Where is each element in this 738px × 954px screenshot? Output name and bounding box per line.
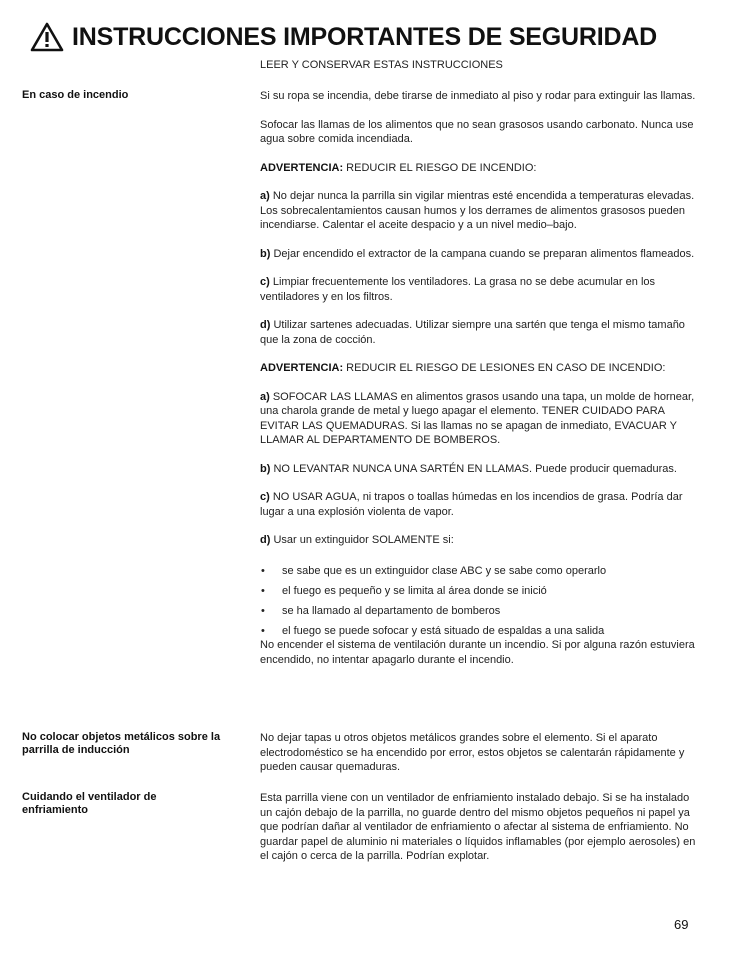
warning-text: REDUCIR EL RIESGO DE LESIONES EN CASO DE INCENDIO: [343,362,666,374]
item-w1b [260,247,700,262]
item-text: SOFOCAR LAS LLAMAS en alimentos grasos usando una tapa, un molde de hornear, una charola grande de metal y luego apagar el elemento. TENER CUIDADO PARA EVITAR LAS QUEMADURAS. Si las llamas no se apagan de inmediato, EVACUAR Y LLAMAR AL DEPARTAMENTO DE BOMBEROS. [260,390,695,446]
item-text: No dejar nunca la parrilla sin vigilar mientras esté encendida a temperaturas elevadas. Los sobrecalentamientos causan humos y los derrames de alimentos grasosos pueden incendiarse. Calentar el aceite despacio y a un nivel medio–bajo. [260,190,695,231]
item-text: Utilizar sartenes adecuadas. Utilizar siempre una sartén que tenga el mismo tamaño que la zona de cocción. [260,319,685,346]
page-title: INSTRUCCIONES IMPORTANTES DE SEGURIDAD [72,22,658,51]
page-subtitle: LEER Y CONSERVAR ESTAS INSTRUCCIONES [260,59,503,71]
section-label-fire: En caso de incendio [22,89,129,101]
item-w2a [260,390,700,448]
warning-triangle-icon [30,22,64,52]
list-item: • se ha llamado al departamento de bomberos [260,604,700,619]
list-item: • el fuego se puede sofocar y está situado de espaldas a una salida [260,624,700,639]
paragraph-smother-flames: Sofocar las llamas de los alimentos que no sean grasosos usando carbonato. Nunca use agua sobre comida incendiada. [260,118,694,145]
item-w2c [260,490,700,519]
item-w1a [260,189,700,233]
item-w2d [260,533,700,548]
page-header [30,22,657,52]
paragraph-ventilation: No encender el sistema de ventilación durante un incendio. Si por alguna razón estuviera encendido, no intentar apagarlo durante el incendio. [260,639,695,666]
item-lead: b) [260,247,271,260]
list-item: • el fuego es pequeño y se limita al área donde se inició [260,584,700,599]
item-w1c [260,275,700,304]
item-lead: b) [260,462,271,475]
item-lead: d) [260,534,271,546]
item-lead: c) [260,276,270,288]
item-lead: a) [260,190,270,202]
paragraph-metal-objects: No dejar tapas u otros objetos metálicos grandes sobre el elemento. Si el aparato electrodoméstico se ha encendido por error, estos objetos se calentarán rápidamente y pueden causar quemaduras. [260,732,685,773]
item-text: NO LEVANTAR NUNCA UNA SARTÉN EN LLAMAS. Puede producir quemaduras. [270,462,677,475]
warning-injury-risk [260,361,700,376]
item-lead: d) [260,319,271,331]
item-lead: c) [260,491,270,503]
item-text: Usar un extinguidor SOLAMENTE si: [270,534,454,546]
section-body-fan [260,791,700,878]
list-item: • se sabe que es un extinguidor clase ABC y se sabe como operarlo [260,564,700,579]
extinguisher-conditions-list [260,564,700,639]
section-body-metal [260,731,700,789]
warning-fire-risk [260,161,700,176]
item-lead: a) [260,390,270,403]
section-body-fire [260,89,700,681]
item-text: Limpiar frecuentemente los ventiladores. La grasa no se debe acumular en los ventiladores y en los filtros. [260,276,656,303]
item-w2b [260,462,700,477]
item-text: NO USAR AGUA, ni trapos o toallas húmedas en los incendios de grasa. Podría dar lugar a una explosión violenta de vapor. [260,491,683,518]
section-label-fan: Cuidando el ventilador de enfriamiento [22,791,157,816]
section-label-metal: No colocar objetos metálicos sobre la parrilla de inducción [22,731,221,756]
warning-lead: ADVERTENCIA: [260,161,344,174]
item-text: Dejar encendido el extractor de la campana cuando se preparan alimentos flameados. [270,247,695,260]
paragraph-clothes-fire: Si su ropa se incendia, debe tirarse de inmediato al piso y rodar para extinguir las llamas. [260,90,696,102]
paragraph-cooling-fan: Esta parrilla viene con un ventilador de enfriamiento instalado debajo. Si se ha instalado un cajón debajo de la parrilla, no guarde dentro del mismo objetos pequeños ni papel ya que podrían dañar al ventilador de enfriamiento o afectar al sistema de enfriamiento. No guardar papel de aluminio ni materiales o líquidos inflamables (por ejemplo aerosoles) en el cajón o cerca de la parrilla. Podrían explotar. [260,792,696,862]
page-number: 69 [674,917,689,932]
item-w1d [260,318,700,347]
warning-text: REDUCIR EL RIESGO DE INCENDIO: [343,161,537,174]
warning-lead: ADVERTENCIA: [260,362,344,374]
